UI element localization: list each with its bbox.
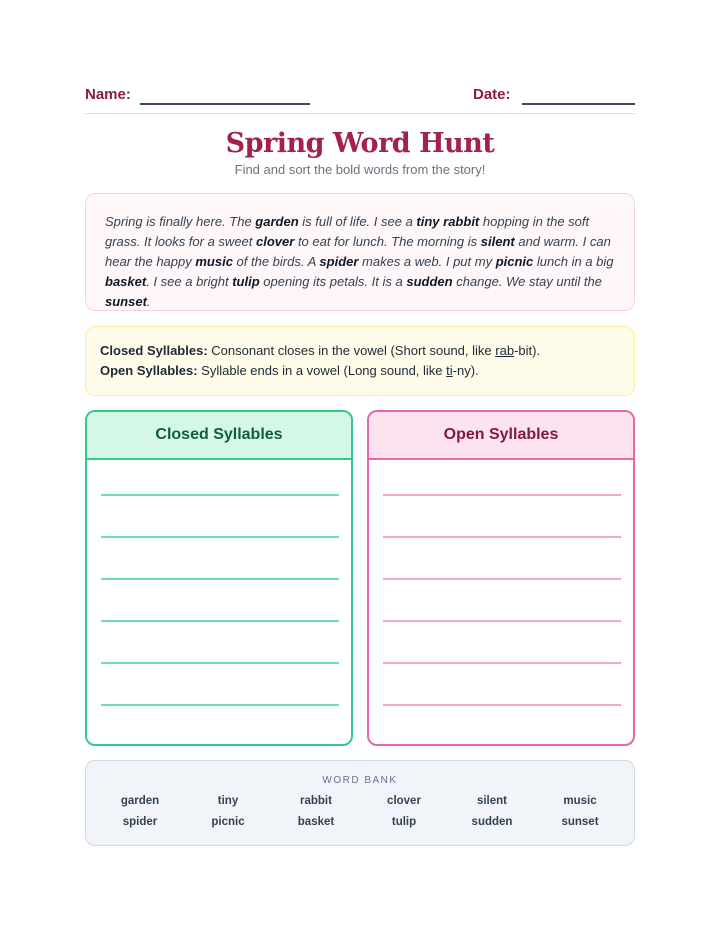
word-bank-item: tiny [217, 795, 239, 807]
story-text: makes a web. I put my [358, 254, 496, 269]
word-bank-item: silent [476, 795, 508, 807]
open-answer-line[interactable] [383, 704, 621, 706]
story-bold-word: clover [256, 234, 295, 249]
story-box [85, 193, 635, 311]
word-bank-item: tulip [391, 816, 417, 828]
story-text: . [146, 294, 151, 309]
page-subtitle: Find and sort the bold words from the story! [234, 162, 486, 177]
story-bold-word: tulip [232, 274, 260, 289]
closed-rule-label: Closed Syllables: [100, 343, 208, 358]
story-text: to eat for lunch. The morning is [294, 234, 481, 249]
open-answer-line[interactable] [383, 494, 621, 496]
header-divider [85, 113, 635, 114]
story-bold-word: basket [105, 274, 147, 289]
story-bold-word: silent [480, 234, 515, 249]
story-bold-word: garden [255, 214, 299, 229]
closed-syllables-column [85, 410, 353, 746]
word-bank [85, 760, 635, 846]
page-title: Spring Word Hunt [225, 128, 495, 159]
closed-syllables-header: Closed Syllables [87, 412, 351, 460]
word-bank-item: music [563, 795, 597, 807]
story-text: change. We stay until the [452, 274, 602, 289]
closed-answer-line[interactable] [101, 662, 339, 664]
closed-rule [100, 341, 620, 361]
word-bank-grid [96, 795, 624, 829]
word-bank-item: rabbit [300, 795, 332, 807]
story-bold-word: music [195, 254, 233, 269]
date-label: Date: [473, 86, 511, 103]
story-text: is full of life. I see a [298, 214, 417, 229]
header-row [85, 86, 635, 108]
open-rule-example: ti [446, 363, 453, 378]
story-bold-word: spider [319, 254, 359, 269]
closed-answer-line[interactable] [101, 578, 339, 580]
name-field[interactable] [140, 103, 310, 105]
open-rule [100, 361, 620, 381]
closed-answer-line[interactable] [101, 704, 339, 706]
closed-answer-line[interactable] [101, 620, 339, 622]
story-text: . I see a bright [146, 274, 233, 289]
story-text: opening its petals. It is a [259, 274, 407, 289]
closed-answer-line[interactable] [101, 536, 339, 538]
word-bank-item: picnic [211, 816, 245, 828]
date-field[interactable] [522, 103, 635, 105]
story-bold-word: tiny rabbit [416, 214, 480, 229]
closed-rule-text: Consonant closes in the vowel (Short sound, like [207, 343, 496, 358]
open-rule-label: Open Syllables: [100, 363, 198, 378]
word-bank-item: spider [122, 816, 158, 828]
open-answer-line[interactable] [383, 620, 621, 622]
closed-rule-example: rab [495, 343, 515, 358]
open-answer-line[interactable] [383, 662, 621, 664]
open-answer-line[interactable] [383, 536, 621, 538]
story-text: Spring is finally here. The [105, 214, 256, 229]
closed-answer-line[interactable] [101, 494, 339, 496]
story-bold-word: sunset [105, 294, 147, 309]
story-bold-word: picnic [495, 254, 534, 269]
story-bold-word: sudden [406, 274, 453, 289]
word-bank-title: WORD BANK [322, 775, 398, 786]
closed-rule-example-rest: -bit). [514, 343, 541, 358]
open-rule-text: Syllable ends in a vowel (Long sound, like [197, 363, 447, 378]
story-text: of the birds. A [232, 254, 320, 269]
word-bank-item: sudden [471, 816, 513, 828]
word-bank-item: garden [120, 795, 160, 807]
word-bank-item: clover [387, 795, 421, 807]
open-syllables-header: Open Syllables [369, 412, 633, 460]
name-label: Name: [85, 86, 131, 103]
story-text: and warm. I can hear the happy [105, 234, 611, 269]
open-syllables-column [367, 410, 635, 746]
word-bank-item: sunset [561, 816, 599, 828]
open-answer-line[interactable] [383, 578, 621, 580]
story-text: lunch in a big [533, 254, 614, 269]
story-text: hopping in the soft grass. It looks for a sweet [105, 214, 590, 249]
syllable-rules-box [85, 326, 635, 396]
open-rule-example-rest: -ny). [452, 363, 479, 378]
word-bank-item: basket [297, 816, 335, 828]
